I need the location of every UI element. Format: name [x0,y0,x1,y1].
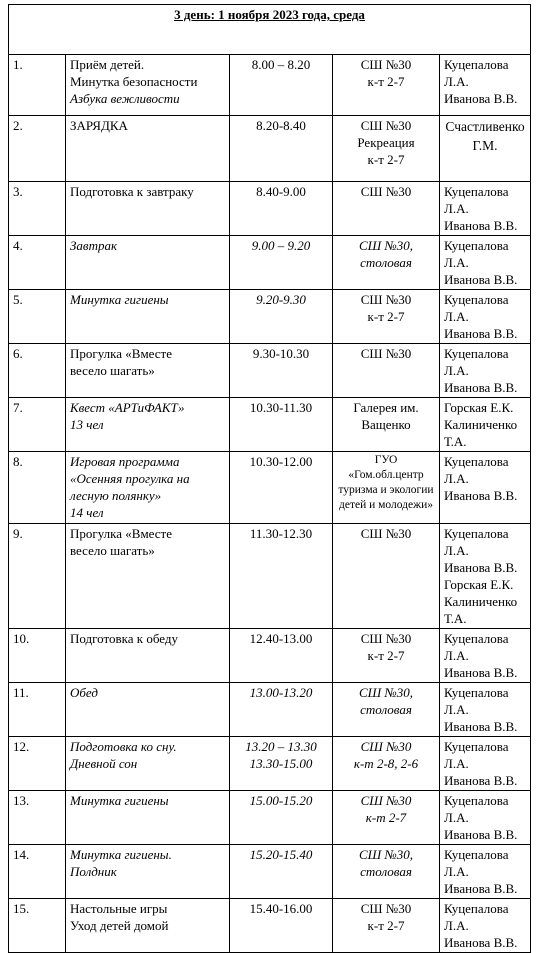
place-cell [333,737,440,791]
place-line: к-т 2-7 [367,74,405,89]
activity-cell [66,899,230,953]
responsible-line: Куцепалова Л.А. [444,685,509,717]
activity-line: Подготовка к обеду [70,631,178,646]
responsible-cell [440,629,531,683]
place-cell [333,791,440,845]
responsible-line: Т.А. [444,611,467,626]
place-line: Ващенко [361,417,411,432]
place-line: к-т 2-7 [367,648,405,663]
row-number: 1. [9,55,66,116]
activity-cell [66,683,230,737]
activity-cell [66,182,230,236]
activity-line: Азбука вежливости [70,91,180,106]
activity-line: Обед [70,685,98,700]
place-cell [333,524,440,629]
place-line: к-т 2-7 [367,152,405,167]
place-line: СШ №30 [360,292,412,307]
table-row [9,524,531,629]
activity-line: Квест «АРТиФАКТ» [70,400,185,415]
responsible-line: Иванова В.В. [444,827,518,842]
responsible-line: Иванова В.В. [444,665,518,680]
activity-line: Подготовка ко сну. [70,739,177,754]
row-number: 14. [9,845,66,899]
responsible-line: Куцепалова Л.А. [444,57,509,89]
activity-line: ЗАРЯДКА [70,118,128,133]
activity-cell [66,55,230,116]
responsible-cell [440,524,531,629]
row-number: 3. [9,182,66,236]
time-line: 10.30-11.30 [249,400,313,415]
time-line: 9.00 – 9.20 [251,238,311,253]
table-row [9,55,531,116]
activity-line: Завтрак [70,238,118,253]
responsible-cell [440,899,531,953]
table-row [9,683,531,737]
activity-line: 14 чел [70,505,104,520]
place-line: детей и молодежи» [339,499,433,511]
activity-line: Уход детей домой [70,918,169,933]
place-line: столовая [360,864,412,879]
row-number: 6. [9,344,66,398]
activity-line: весело шагать» [70,543,155,558]
place-line: СШ №30 [360,793,412,808]
responsible-line: Иванова В.В. [444,560,518,575]
responsible-line: Калиниченко [444,417,518,432]
responsible-cell [440,452,531,524]
activity-cell [66,737,230,791]
responsible-line: Счастливенко [445,119,525,134]
place-cell [333,344,440,398]
place-line: столовая [360,702,412,717]
time-cell [230,236,333,290]
activity-line: Минутка гигиены [70,292,169,307]
activity-cell [66,791,230,845]
responsible-cell [440,845,531,899]
time-line: 15.20-15.40 [249,847,313,862]
time-line: 13.20 – 13.30 [245,739,317,754]
row-number: 2. [9,116,66,182]
time-cell [230,683,333,737]
table-row [9,398,531,452]
time-line: 11.30-12.30 [249,526,313,541]
time-cell [230,182,333,236]
responsible-line: Иванова В.В. [444,935,518,950]
place-line: СШ №30 [360,901,412,916]
activity-cell [66,290,230,344]
place-line: ГУО [374,454,398,466]
responsible-line: Куцепалова Л.А. [444,631,509,663]
time-cell [230,116,333,182]
place-cell [333,398,440,452]
row-number: 13. [9,791,66,845]
responsible-line: Куцепалова Л.А. [444,238,509,270]
activity-cell [66,398,230,452]
place-line: СШ №30 [360,346,412,361]
row-number: 9. [9,524,66,629]
table-row [9,737,531,791]
place-line: столовая [360,255,412,270]
time-line: 15.00-15.20 [249,793,313,808]
row-number: 7. [9,398,66,452]
place-cell [333,899,440,953]
place-line: СШ №30 [360,118,412,133]
responsible-cell [440,683,531,737]
place-line: СШ №30 [360,631,412,646]
row-number: 10. [9,629,66,683]
time-cell [230,737,333,791]
place-line: туризма и экологии [338,484,434,496]
place-line: к-т 2-7 [367,918,405,933]
place-cell [333,182,440,236]
responsible-line: Иванова В.В. [444,272,518,287]
activity-line: Минутка безопасности [70,74,198,89]
responsible-cell [440,737,531,791]
responsible-line: Горская Е.К. [444,577,514,592]
activity-cell [66,452,230,524]
row-number: 8. [9,452,66,524]
place-cell [333,236,440,290]
time-cell [230,398,333,452]
time-line: 12.40-13.00 [249,631,313,646]
place-line: СШ №30, [359,685,413,700]
time-cell [230,344,333,398]
row-number: 5. [9,290,66,344]
time-line: 9.30-10.30 [252,346,310,361]
time-line: 13.30-15.00 [249,756,313,771]
table-row [9,116,531,182]
responsible-line: Куцепалова Л.А. [444,346,509,378]
schedule-body [9,5,531,953]
activity-line: Настольные игры [70,901,168,916]
responsible-cell [440,344,531,398]
responsible-line: Иванова В.В. [444,488,518,503]
responsible-line: Иванова В.В. [444,881,518,896]
responsible-line: Иванова В.В. [444,773,518,788]
responsible-line: Г.М. [472,138,498,153]
place-cell [333,845,440,899]
time-cell [230,290,333,344]
table-row [9,629,531,683]
responsible-line: Калиниченко [444,594,518,609]
place-line: Галерея им. [353,400,419,415]
activity-cell [66,116,230,182]
activity-cell [66,524,230,629]
activity-line: «Осенняя прогулка на [70,471,190,486]
time-line: 10.30-12.00 [249,454,313,469]
time-line: 8.20-8.40 [256,118,306,133]
responsible-line: Иванова В.В. [444,91,518,106]
place-cell [333,683,440,737]
responsible-cell [440,55,531,116]
activity-cell [66,344,230,398]
place-cell [333,116,440,182]
place-line: к-т 2-8, 2-6 [353,756,419,771]
responsible-line: Куцепалова Л.А. [444,292,509,324]
row-number: 12. [9,737,66,791]
responsible-line: Горская Е.К. [444,400,514,415]
responsible-line: Иванова В.В. [444,380,518,395]
responsible-line: Куцепалова Л.А. [444,847,509,879]
responsible-line: Куцепалова Л.А. [444,901,509,933]
place-line: СШ №30 [360,739,412,754]
responsible-cell [440,791,531,845]
responsible-line: Иванова В.В. [444,719,518,734]
activity-cell [66,629,230,683]
responsible-line: Куцепалова Л.А. [444,739,509,771]
time-cell [230,899,333,953]
responsible-cell [440,116,531,182]
time-line: 8.40-9.00 [256,184,306,199]
responsible-line: Иванова В.В. [444,218,518,233]
activity-line: Подготовка к завтраку [70,184,194,199]
table-row [9,344,531,398]
table-row [9,899,531,953]
responsible-line: Куцепалова Л.А. [444,184,509,216]
header-row [9,5,531,55]
activity-line: Дневной сон [70,756,138,771]
time-cell [230,55,333,116]
table-row [9,845,531,899]
day-header: 3 день: 1 ноября 2023 года, среда [9,5,531,55]
place-line: СШ №30, [359,847,413,862]
place-line: к-т 2-7 [367,309,405,324]
time-line: 8.00 – 8.20 [251,57,311,72]
place-line: к-т 2-7 [365,810,407,825]
activity-cell [66,845,230,899]
activity-line: 13 чел [70,417,104,432]
row-number: 15. [9,899,66,953]
place-line: СШ №30 [360,184,412,199]
place-line: СШ №30 [360,57,412,72]
responsible-line: Куцепалова Л.А. [444,454,509,486]
responsible-line: Иванова В.В. [444,326,518,341]
table-row [9,236,531,290]
responsible-line: Куцепалова Л.А. [444,526,509,558]
time-line: 13.00-13.20 [249,685,313,700]
table-row [9,182,531,236]
responsible-line: Т.А. [444,434,467,449]
activity-line: весело шагать» [70,363,155,378]
place-line: «Гом.обл.центр [348,469,424,481]
row-number: 4. [9,236,66,290]
activity-line: Игровая программа [70,454,180,469]
table-row [9,452,531,524]
responsible-line: Куцепалова Л.А. [444,793,509,825]
activity-line: Прогулка «Вместе [70,526,172,541]
time-cell [230,452,333,524]
activity-line: Полдник [70,864,117,879]
time-cell [230,845,333,899]
schedule-table [8,4,531,953]
place-cell [333,452,440,524]
place-cell [333,629,440,683]
activity-line: Минутка гигиены. [70,847,172,862]
activity-cell [66,236,230,290]
table-row [9,791,531,845]
table-row [9,290,531,344]
time-cell [230,629,333,683]
place-line: Рекреация [357,135,415,150]
time-line: 9.20-9.30 [256,292,306,307]
row-number: 11. [9,683,66,737]
responsible-cell [440,182,531,236]
activity-line: Минутка гигиены [70,793,169,808]
activity-line: Приём детей. [70,57,145,72]
place-cell [333,290,440,344]
place-cell [333,55,440,116]
place-line: СШ №30, [359,238,413,253]
time-line: 15.40-16.00 [249,901,313,916]
place-line: СШ №30 [360,526,412,541]
responsible-cell [440,290,531,344]
responsible-cell [440,236,531,290]
time-cell [230,524,333,629]
activity-line: Прогулка «Вместе [70,346,172,361]
responsible-cell [440,398,531,452]
time-cell [230,791,333,845]
activity-line: лесную полянку» [70,488,162,503]
